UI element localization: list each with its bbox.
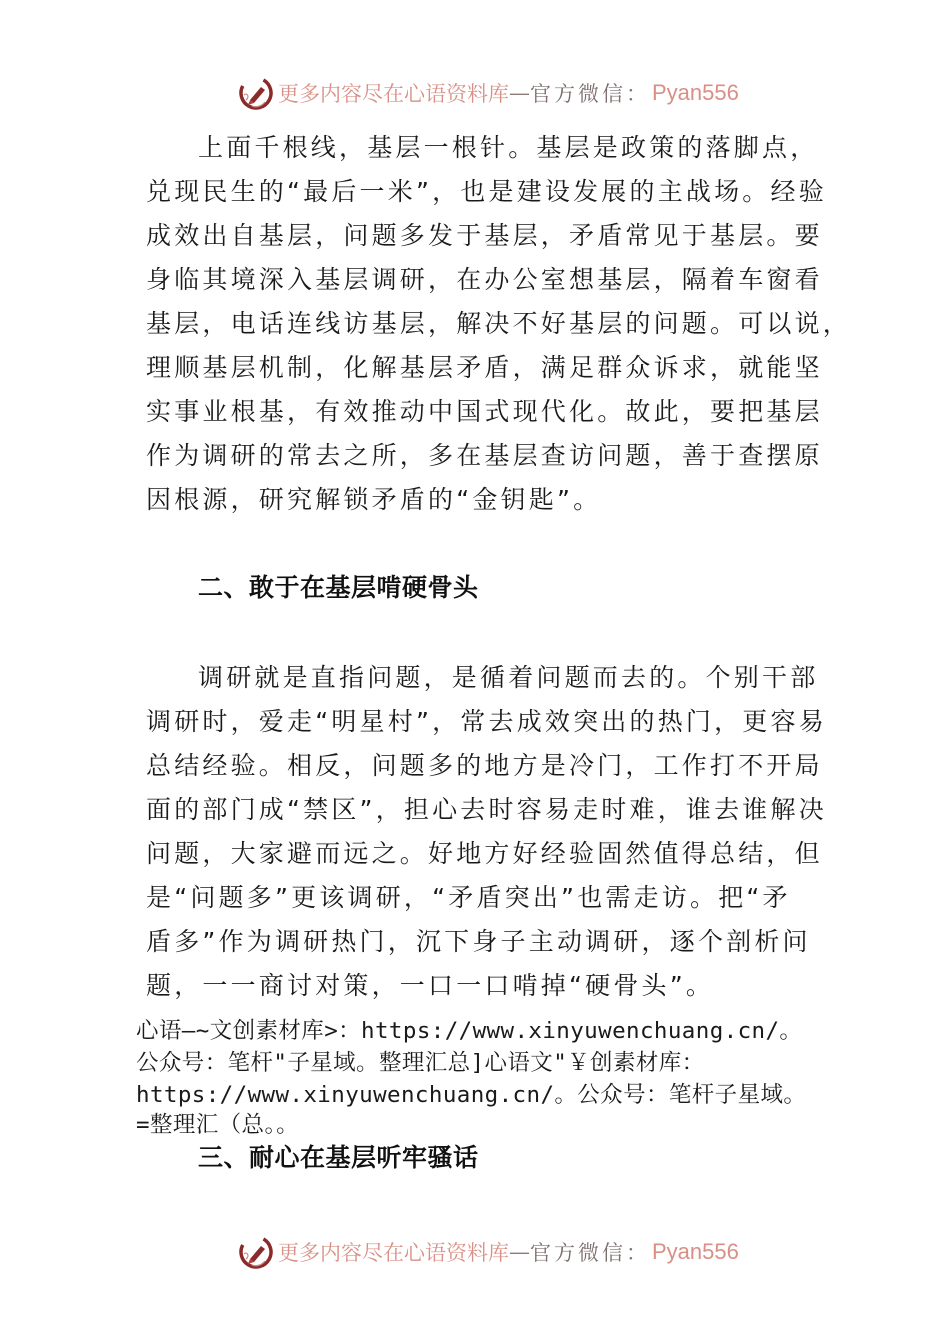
paragraph-line: 调研就是直指问题，是循着问题而去的。个别干部	[198, 663, 819, 692]
paragraph-line: 调研时，爱走“明星村”，常去成效突出的热门，更容易	[146, 707, 827, 736]
banner-dash: —	[509, 81, 530, 105]
watermark-line: 公众号：笔杆"子星域。整理汇总]心语文"￥创素材库：	[136, 1050, 705, 1076]
wechat-id: Pyan556	[652, 80, 739, 105]
paragraph-line: 实事业根基，有效推动中国式现代化。故此，要把基层	[146, 397, 823, 426]
paragraph-line: 题，一一商讨对策，一口一口啃掉“硬骨头”。	[146, 971, 715, 1000]
paragraph-line: 面的部门成“禁区”，担心去时容易走时难，谁去谁解决	[146, 795, 827, 824]
paragraph-line: 是“问题多”更该调研，“矛盾突出”也需走访。把“矛	[146, 883, 791, 912]
header-banner	[238, 73, 739, 113]
quill-pen-circle-icon	[238, 75, 274, 111]
official-wechat-label: 官方微信：	[530, 1241, 650, 1265]
footer-banner	[238, 1232, 739, 1272]
section-three-heading: 三、耐心在基层听牢骚话	[198, 1143, 479, 1172]
official-wechat-label: 官方微信：	[530, 82, 650, 106]
watermark-line: =整理汇（总。。	[136, 1112, 299, 1138]
promo-text: 更多内容尽在心语资料库	[278, 1241, 509, 1265]
quill-pen-circle-icon	[238, 1234, 274, 1270]
paragraph-line: 因根源，研究解锁矛盾的“金钥匙”。	[146, 485, 602, 514]
banner-dash: —	[509, 1240, 530, 1264]
paragraph-line: 问题，大家避而远之。好地方好经验固然值得总结，但	[146, 839, 823, 868]
promo-text: 更多内容尽在心语资料库	[278, 82, 509, 106]
wechat-id: Pyan556	[652, 1239, 739, 1264]
watermark-line: https://www.xinyuwenchuang.cn/。公众号：笔杆子星域。	[136, 1082, 807, 1108]
paragraph-line: 理顺基层机制，化解基层矛盾，满足群众诉求，就能坚	[146, 353, 823, 382]
watermark-line: 心语—~文创素材库>：https://www.xinyuwenchuang.cn/。	[136, 1018, 803, 1044]
paragraph-line: 总结经验。相反，问题多的地方是冷门，工作打不开局	[146, 751, 823, 780]
paragraph-line: 基层，电话连线访基层，解决不好基层的问题。可以说，	[146, 309, 852, 338]
section-two-heading: 二、敢于在基层啃硬骨头	[198, 573, 479, 602]
paragraph-line: 作为调研的常去之所，多在基层查访问题，善于查摆原	[146, 441, 823, 470]
paragraph-line: 成效出自基层，问题多发于基层，矛盾常见于基层。要	[146, 221, 823, 250]
paragraph-line: 身临其境深入基层调研，在办公室想基层，隔着车窗看	[146, 265, 823, 294]
paragraph-line: 盾多”作为调研热门，沉下身子主动调研，逐个剖析问	[146, 927, 811, 956]
paragraph-line: 兑现民生的“最后一米”，也是建设发展的主战场。经验	[146, 177, 827, 206]
paragraph-line: 上面千根线，基层一根针。基层是政策的落脚点，	[198, 133, 819, 162]
